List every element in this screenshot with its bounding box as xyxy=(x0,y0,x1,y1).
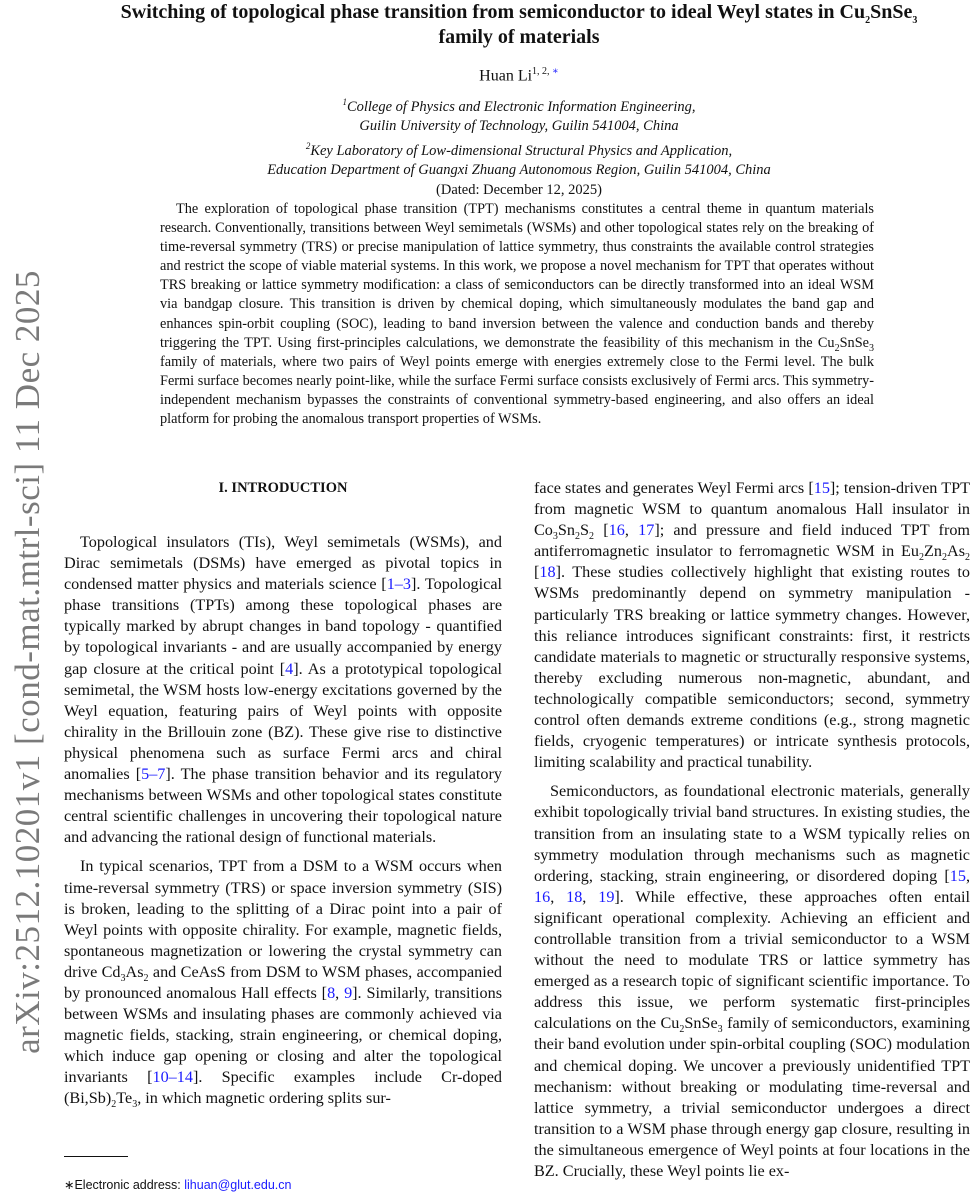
affiliation-2-line1: $^2$Key Laboratory of Low-dimensional Structural Physics and Application, xyxy=(305,140,733,159)
citation-link[interactable]: 8 xyxy=(327,983,336,1002)
paper-title xyxy=(70,0,968,50)
arxiv-identifier: arXiv:2512.10201v1 [cond-mat.mtrl-sci] 11 Dec 2025 xyxy=(8,270,47,1054)
intro-paragraph-1: Topological insulators (TIs), Weyl semimetals (WSMs), and Dirac semimetals (DSMs) have emerged as pivotal topics in condensed matter physics and materials science [1–3]. Topological phase transitions (TPTs) among these topological phases are typically marked by abrupt changes in band topology - quantified by topological invariants - and are usually accompanied by energy gap closure at the critical point [4]. As a prototypical topological semimetal, the WSM hosts low-energy excitations governed by the Weyl equation, featuring pairs of Weyl points with opposite chirality in the Brillouin zone (BZ). These give rise to distinctive physical phenomena such as surface Fermi arcs and chiral anomalies [5–7]. The phase transition behavior and its regulatory mechanisms between WSMs and other topological states constitute central scientific challenges in uncovering their topological nature and advancing the rational design of functional materials. xyxy=(64,533,503,847)
intro-paragraph-2-continued: face states and generates Weyl Fermi arcs [15]; tension-driven TPT from magnetic WSM to quantum anomalous Hall insulator in $Co_3Sn_2S_2$ [16, 17]; and pressure and field induced TPT from antiferromagnetic insulator to ferromagnetic WSM in $Eu_2Zn_2As_2$ [18]. These studies collectively highlight that existing routes to WSMs predominantly depend on symmetry manipulation - particularly TRS breaking or lattice symmetry changes. However, this reliance introduces significant constraints: first, it restricts candidate materials to magnetic or structurally responsive systems, thereby excluding numerous non-magnetic, abundant, and technologically compatible semiconductors; second, symmetry control often demands extreme conditions (e.g., strong magnetic fields, cryogenic temperatures) or intricate synthesis protocols, limiting scalability and practical tunability. xyxy=(534,479,971,772)
right-column xyxy=(534,478,970,1190)
left-column xyxy=(64,478,502,1118)
citation-link[interactable]: 19 xyxy=(598,887,615,906)
intro-paragraph-3: Semiconductors, as foundational electronic materials, generally exhibit topologically trivial band structures. In existing studies, the transition from an insulating state to a WSM typically relies on symmetry modulation through mechanisms such as magnetic ordering, stacking, strain engineering, or disordered doping [15, 16, 18, 19]. While effective, these approaches often entail significant operational complexity. Achieving an efficient and controllable transition from a trivial semiconductor to a WSM without the need to modulate TRS or lattice symmetry has emerged as a research topic of significant scientific importance. To address this issue, we perform systematic first-principles calculations on the $Cu_2SnSe_3$ family of semiconductors, examining their band evolution under spin-orbital coupling (SOC) modulation and chemical doping. We uncover a previously unidentified TPT mechanism: without breaking or modulating time-reversal and lattice symmetry, a trivial semiconductor undergoes a direct transition to a WSM phase through energy gap closure, resulting in the simultaneous emergence of Weyl points at four locations in the BZ. Crucially, these Weyl points lie ex- xyxy=(534,782,970,1180)
citation-link[interactable]: 1–3 xyxy=(386,575,411,594)
citation-link[interactable]: 10–14 xyxy=(152,1068,193,1087)
corresponding-author-link[interactable]: ∗ xyxy=(552,66,559,77)
footnote xyxy=(64,1177,291,1192)
citation-link[interactable]: 15 xyxy=(949,866,966,885)
title-line2: family of materials xyxy=(438,26,600,48)
affiliation-2-line2: Education Department of Guangxi Zhuang Autonomous Region, Guilin 541004, China xyxy=(267,162,771,179)
section-heading-introduction: I. INTRODUCTION xyxy=(218,480,348,496)
author-email-link[interactable]: lihuan@glut.edu.cn xyxy=(184,1178,292,1192)
citation-link[interactable]: 4 xyxy=(285,659,294,678)
author-name: Huan Li xyxy=(479,67,533,85)
citation-link[interactable]: 15 xyxy=(813,479,830,497)
affiliation-1-line1: $^1$College of Physics and Electronic Information Engineering, xyxy=(342,97,696,115)
arxiv-side-stamp xyxy=(0,262,56,1062)
citation-link[interactable]: 5–7 xyxy=(141,765,166,784)
affiliation-1-line2: Guilin University of Technology, Guilin 541004, China xyxy=(359,118,679,135)
citation-link[interactable]: 9 xyxy=(344,983,353,1002)
intro-paragraph-2: In typical scenarios, TPT from a DSM to a WSM occurs when time-reversal symmetry (TRS) or space inversion symmetry (SIS) is broken, leading to the splitting of a Dirac point into a pair of Weyl points with opposite chirality. For example, magnetic fields, spontaneous magnetization or lowering the crystal symmetry can drive $Cd_3As_2$ and CeAsS from DSM to WSM phases, accompanied by pronounced anomalous Hall effects [8, 9]. Similarly, transitions between WSMs and insulating phases are commonly achieved via magnetic fields, stacking, strain engineering, or chemical doping, which induce gap opening or closing and alter the topological invariants [10–14]. Specific examples include Cr-doped $(Bi,Sb)_2Te_3$, in which magnetic ordering splits sur- xyxy=(64,857,502,1111)
author-affil-marks: 1, 2, ∗ xyxy=(532,66,559,77)
footnote-divider xyxy=(64,1156,128,1157)
author-line xyxy=(70,66,968,85)
affiliations xyxy=(70,93,968,200)
dated-line: (Dated: December 12, 2025) xyxy=(436,181,602,198)
citation-link[interactable]: 18 xyxy=(539,563,556,582)
citation-link[interactable]: 16 xyxy=(534,887,551,906)
citation-link[interactable]: 16 xyxy=(608,521,625,540)
title-line1: Switching of topological phase transition from semiconductor to ideal Weyl states in $Cu_2SnSe_3$ xyxy=(120,1,918,26)
abstract: The exploration of topological phase transition (TPT) mechanisms constitutes a central theme in quantum materials research. Conventionally, transitions between Weyl semimetals (WSMs) and other topological states rely on the breaking of time-reversal symmetry (TRS) or precise manipulation of lattice symmetry, thus constraints the available control strategies and restrict the scope of viable material systems. In this work, we propose a novel mechanism for TPT that operates without TRS breaking or lattice symmetry modification: a class of semiconductors can be directly transformed into an ideal WSM via bandgap closure. This transition is driven by chemical doping, which simultaneously modulates the band gap and enhances spin-orbit coupling (SOC), leading to band inversion between the valence and conduction bands and thereby triggering the TPT. Using first-principles calculations, we demonstrate the feasibility of this mechanism in the $Cu_2SnSe_3$ family of materials, where two pairs of Weyl points emerge with energies extremely close to the Fermi level. The bulk Fermi surface becomes nearly point-like, while the surface Fermi surface consists exclusively of Fermi arcs. This symmetry-independent mechanism bypasses the constraints of conventional symmetry-based engineering, and also offers an ideal platform for probing the anomalous transport properties of WSMs. xyxy=(160,201,874,428)
citation-link[interactable]: 17 xyxy=(638,521,655,540)
citation-link[interactable]: 18 xyxy=(566,887,583,906)
footnote-label: ∗Electronic address: xyxy=(64,1178,185,1192)
